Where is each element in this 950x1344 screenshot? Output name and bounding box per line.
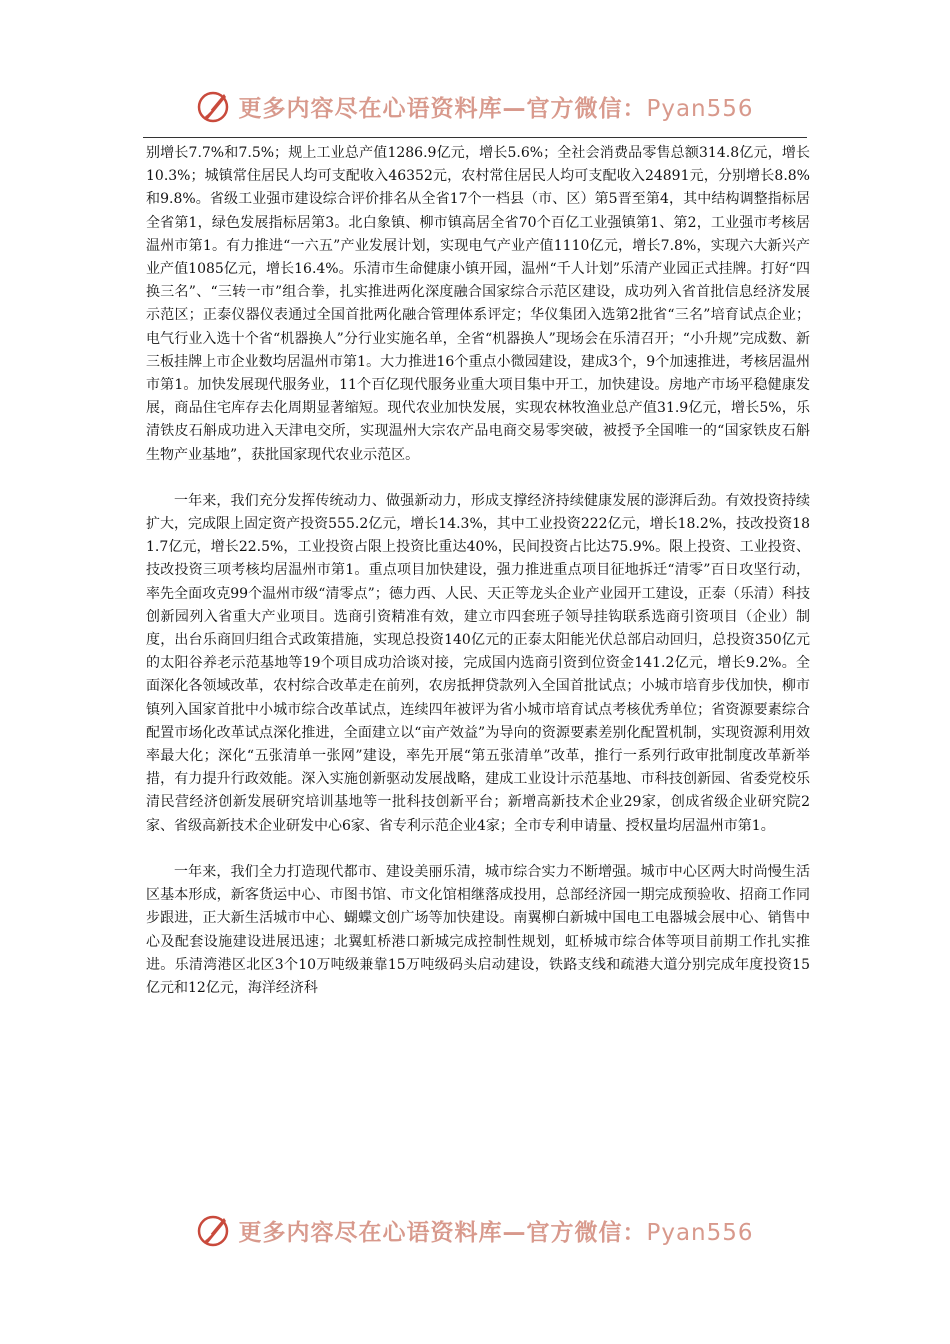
header-divider	[143, 137, 807, 138]
header-banner-id: Pyan556	[646, 95, 754, 122]
footer-banner-cn: 更多内容尽在心语资料库—官方微信：	[238, 1219, 647, 1246]
footer-banner	[0, 1208, 950, 1252]
header-banner	[0, 84, 950, 128]
footer-banner-id: Pyan556	[646, 1219, 754, 1246]
quill-pen-logo-icon	[196, 88, 232, 124]
header-banner-cn: 更多内容尽在心语资料库—官方微信：	[238, 95, 647, 122]
footer-banner-text	[238, 1214, 753, 1247]
paragraph-1: 别增长7.7%和7.5%；规上工业总产值1286.9亿元，增长5.6%；全社会消费品零售总额314.8亿元，增长10.3%；城镇常住居民人均可支配收入46352元，农村常住居民人均可支配收入24891元，分别增长8.8%和9.8%。省级工业强市建设综合评价排名从全省17个一档县（市、区）第5晋至第4，其中结构调整指标居全省第1，绿色发展指标居第3。北白象镇、柳市镇高居全省70个百亿工业强镇第1、第2，工业强市考核居温州市第1。有力推进“一六五”产业发展计划，实现电气产业产值1110亿元，增长7.8%，实现六大新兴产业产值1085亿元，增长16.4%。乐清市生命健康小镇开园，温州“千人计划”乐清产业园正式挂牌。打好“四换三名”、“三转一市”组合拳，扎实推进两化深度融合国家综合示范区建设，成功列入省首批信息经济发展示范区；正泰仪器仪表通过全国首批两化融合管理体系评定；华仪集团入选第2批省“三名”培育试点企业；电气行业入选十个省“机器换人”分行业实施名单，全省“机器换人”现场会在乐清召开；“小升规”完成数、新三板挂牌上市企业数均居温州市第1。大力推进16个重点小微园建设，建成3个，9个加速推进，考核居温州市第1。加快发展现代服务业，11个百亿现代服务业重大项目集中开工，加快建设。房地产市场平稳健康发展，商品住宅库存去化周期显著缩短。现代农业加快发展，实现农林牧渔业总产值31.9亿元，增长5%，乐清铁皮石斛成功进入天津电交所，实现温州大宗农产品电商交易零突破，被授予全国唯一的“国家铁皮石斛生物产业基地”，获批国家现代农业示范区。	[146, 145, 810, 463]
paragraph-2: 一年来，我们充分发挥传统动力、做强新动力，形成支撑经济持续健康发展的澎湃后劲。有效投资持续扩大，完成限上固定资产投资555.2亿元，增长14.3%，其中工业投资222亿元，增长18.2%，技改投资181.7亿元，增长22.5%，工业投资占限上投资比重达40%，民间投资占比达75.9%。限上投资、工业投资、技改投资三项考核均居温州市第1。重点项目加快建设，强力推进重点项目征地拆迁“清零”百日攻坚行动，率先全面攻克99个温州市级“清零点”；德力西、人民、天正等龙头企业产业园开工建设，正泰（乐清）科技创新园列入省重大产业项目。选商引资精准有效，建立市四套班子领导挂钩联系选商引资项目（企业）制度，出台乐商回归组合式政策措施，实现总投资140亿元的正泰太阳能光伏总部启动回归，总投资350亿元的太阳谷养老示范基地等19个项目成功洽谈对接，完成国内选商引资到位资金141.2亿元，增长9.2%。全面深化各领域改革，农村综合改革走在前列，农房抵押贷款列入全国首批试点；小城市培育步伐加快，柳市镇列入国家首批中小城市综合改革试点，连续四年被评为省小城市培育试点考核优秀单位；省资源要素综合配置市场化改革试点深化推进，全面建立以“亩产效益”为导向的资源要素差别化配置机制，实现资源利用效率最大化；深化“五张清单一张网”建设，率先开展“第五张清单”改革，推行一系列行政审批制度改革新举措，有力提升行政效能。深入实施创新驱动发展战略，建成工业设计示范基地、市科技创新园、省委党校乐清民营经济创新发展研究培训基地等一批科技创新平台；新增高新技术企业29家，创成省级企业研究院2家、省级高新技术企业研发中心6家、省专利示范企业4家；全市专利申请量、授权量均居温州市第1。	[146, 492, 810, 834]
document-body	[146, 142, 810, 1000]
quill-pen-logo-icon	[196, 1212, 232, 1248]
header-banner-text	[238, 90, 753, 123]
paragraph-3: 一年来，我们全力打造现代都市、建设美丽乐清，城市综合实力不断增强。城市中心区两大时尚慢生活区基本形成，新客货运中心、市图书馆、市文化馆相继落成投用，总部经济园一期完成预验收、招商工作同步跟进，正大新生活城市中心、蝴蝶文创广场等加快建设。南翼柳白新城中国电工电器城会展中心、销售中心及配套设施建设进展迅速；北翼虹桥港口新城完成控制性规划，虹桥城市综合体等项目前期工作扎实推进。乐清湾港区北区3个10万吨级兼靠15万吨级码头启动建设，铁路支线和疏港大道分别完成年度投资15亿元和12亿元，海洋经济科	[146, 863, 810, 996]
